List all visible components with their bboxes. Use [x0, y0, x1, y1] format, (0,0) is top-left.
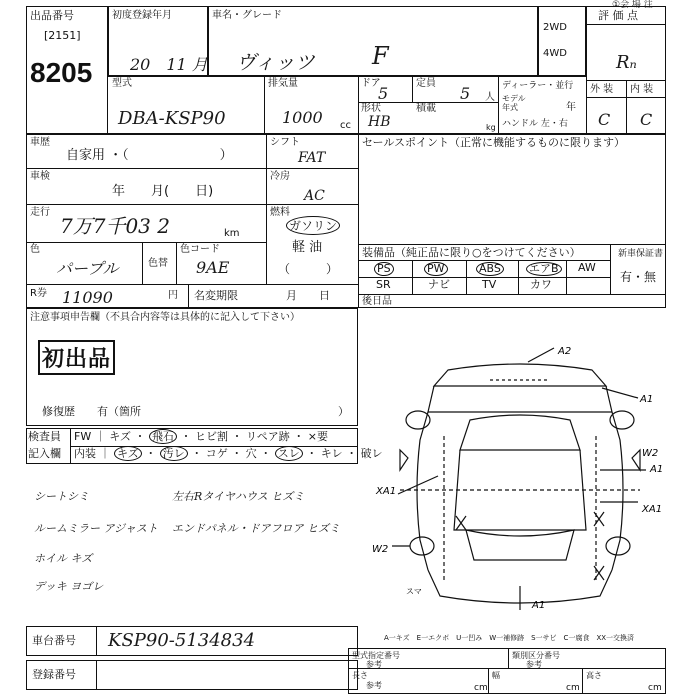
equip-label: 装備品（純正品に限り○をつけてください） [362, 246, 581, 259]
color-code-label: 色コード [180, 244, 220, 255]
insp-interior: 内装 [74, 447, 96, 460]
insp-row2: 内装 ｜ キズ ・ 汚レ ・ コゲ ・ 穴 ・ スレ ・ キレ ・ 破レ [74, 447, 383, 460]
equip-sr: SR [376, 278, 391, 291]
door-value: 5 [378, 84, 389, 103]
model-year-label: モデル年式 [502, 94, 526, 112]
recycle-value: 11090 [62, 288, 113, 307]
insp-repair: リペア跡 [246, 430, 290, 443]
grade-value: F [372, 42, 389, 70]
length-unit: cm [474, 683, 488, 693]
inspector-label1: 検査員 [28, 430, 61, 443]
equip-ps: PS [374, 262, 394, 276]
mark-a1-right-top: A1 [640, 394, 654, 405]
equip-tv: TV [482, 278, 497, 291]
disp-value: 1000 [282, 108, 323, 127]
eval-int-value: C [640, 110, 653, 129]
color-code-value: 9AE [196, 258, 230, 277]
fuel-label: 燃料 [270, 207, 290, 218]
drive-2wd: 2WD [543, 22, 567, 33]
insp-crack: ヒビ割 [195, 430, 228, 443]
equip-airbag: エアB [526, 262, 562, 276]
dealer-label: ディーラー・並行 [502, 81, 574, 91]
width-label: 幅 [492, 671, 500, 680]
eval-label: 評 価 点 [598, 9, 638, 22]
cap-label: 定員 [416, 78, 436, 89]
tax-label: 名変期限 [194, 289, 238, 302]
model-spec-label: 型式指定番号 [352, 651, 400, 660]
lot-label: 出品番号 [30, 9, 74, 22]
color-label: 色 [30, 244, 40, 255]
load-label: 積載 [416, 103, 436, 114]
inspector-label2: 記入欄 [28, 447, 61, 460]
eval-ext-label: 外 装 [590, 84, 614, 95]
equip-abs: ABS [476, 262, 504, 276]
car-damage-diagram [370, 340, 670, 625]
door-label: ドア [361, 78, 381, 89]
reg-label: 登録番号 [32, 668, 76, 681]
equip-pw: PW [424, 262, 448, 276]
mark-a2-top: A2 [558, 346, 572, 357]
mileage-label: 走行 [30, 207, 50, 218]
eval-ext-value: C [598, 110, 611, 129]
insp-int-cut: キレ [320, 447, 343, 460]
recycle-label: R券 [30, 288, 47, 299]
mileage-value: 7万7千03 2 [60, 214, 170, 238]
first-reg-value: 20 11 月 [130, 55, 208, 74]
eval-value: Rₙ [616, 52, 637, 73]
note-4: デッキ ヨゴレ [34, 580, 104, 593]
color-value: パープル [56, 259, 119, 278]
chassis-label: 車台番号 [32, 634, 76, 647]
insp-int-wear: スレ [275, 446, 303, 461]
fuel-other: （ ） [278, 262, 339, 276]
note-2b: エンドパネル・ドアフロア ヒズミ [172, 522, 340, 535]
cap-value: 5 [460, 84, 471, 103]
color-change-label: 色替 [148, 258, 168, 269]
cap-unit: 人 [485, 92, 495, 103]
year-unit: 年 [566, 102, 576, 113]
note-1b: 左右Rタイヤハウス ヒズミ [172, 490, 305, 503]
height-unit: cm [648, 683, 662, 693]
insp-int-scratch: キズ [114, 446, 142, 461]
equip-navi: ナビ [428, 278, 450, 291]
history-label: 車歴 [30, 137, 50, 148]
handle-label: ハンドル 左・右 [502, 119, 568, 129]
lot-sub: [2151] [44, 29, 81, 42]
insp-int-tear: 破レ [360, 447, 383, 460]
repair-label: 修復歴 有（箇所 [42, 405, 141, 418]
class-ref: 参考 [526, 660, 542, 669]
model-value: DBA-KSP90 [118, 108, 226, 129]
insp-int-hole: 穴 [245, 447, 257, 460]
mileage-unit: km [224, 228, 240, 239]
shift-label: シフト [270, 137, 300, 148]
history-value: 自家用 ・（ ） [66, 148, 233, 163]
sales-label: セールスポイント（正常に機能するものに限ります） [362, 136, 626, 149]
note-2a: ルームミラー アジャスト [34, 522, 158, 535]
insp-fw: FW [74, 430, 92, 443]
ac-label: 冷房 [270, 171, 290, 182]
mark-xa1-right: XA1 [642, 504, 663, 515]
insp-need: ×要 [307, 430, 328, 443]
insp-scratch: キズ [109, 430, 131, 443]
insp-int-burn: コゲ [205, 447, 228, 460]
tax-value: 月 日 [286, 289, 330, 302]
shift-value: FAT [298, 150, 326, 166]
disp-label: 排気量 [268, 78, 298, 89]
drive-cell [538, 6, 586, 76]
mark-xa1-left: XA1 [376, 486, 397, 497]
warranty-label: 新車保証書 [618, 249, 664, 259]
ac-value: AC [304, 188, 325, 204]
mark-w2-right: W2 [642, 448, 659, 459]
repair-close: ） [338, 405, 349, 418]
note-3: ホイル キズ [34, 552, 93, 565]
disp-unit: cc [340, 120, 351, 131]
model-spec-ref: 参考 [366, 660, 382, 669]
warranty-value: 有・無 [620, 270, 657, 284]
mark-sma: スマ [406, 587, 422, 596]
note-1a: シートシミ [34, 490, 89, 503]
equip-aw: AW [578, 261, 596, 274]
fuel-diesel: 軽 油 [292, 240, 323, 255]
width-unit: cm [566, 683, 580, 693]
rear-label: 後日品 [362, 296, 392, 307]
top-right-note: ①会 場 注 [612, 0, 653, 10]
notes-title: 注意事項申告欄（不具合内容等は具体的に記入して下さい） [30, 312, 300, 323]
mark-a1-bottom: A1 [532, 600, 546, 611]
length-label: 長さ [352, 671, 368, 680]
notes-stamp: 初出品 [38, 340, 115, 375]
chassis-value: KSP90-5134834 [108, 630, 256, 651]
name-label: 車名・グレード [212, 10, 282, 21]
mark-w2-left: W2 [372, 544, 389, 555]
drive-4wd: 4WD [543, 48, 567, 59]
model-label: 型式 [112, 78, 132, 89]
lot-number: 8205 [30, 57, 93, 88]
insp-row1: FW ｜ キズ ・ 飛石 ・ ヒビ割 ・ リペア跡 ・ ×要 [74, 430, 328, 443]
insp-int-dirt: 汚レ [160, 446, 188, 461]
equip-leather: カワ [530, 278, 552, 291]
recycle-unit: 円 [168, 290, 178, 301]
class-label: 類別区分番号 [512, 651, 560, 660]
height-label: 高さ [586, 671, 602, 680]
shape-label: 形状 [361, 103, 381, 114]
insp-chip: 飛石 [149, 429, 177, 444]
length-ref: 参考 [366, 681, 382, 690]
load-unit: kg [486, 123, 496, 132]
eval-int-label: 内 装 [630, 84, 654, 95]
diagram-legend: A一キズ E一エクボ U一凹み W一補修跡 S一サビ C一腐食 XX一交換済 [384, 634, 635, 642]
shape-value: HB [368, 114, 391, 130]
first-reg-label: 初度登録年月 [112, 10, 172, 21]
name-value: ヴィッツ [236, 50, 315, 74]
inspection-value: 年 月( 日) [112, 184, 214, 199]
fuel-gas: ガソリン [286, 216, 340, 235]
mark-a1-right: A1 [650, 464, 664, 475]
inspection-label: 車検 [30, 171, 50, 182]
